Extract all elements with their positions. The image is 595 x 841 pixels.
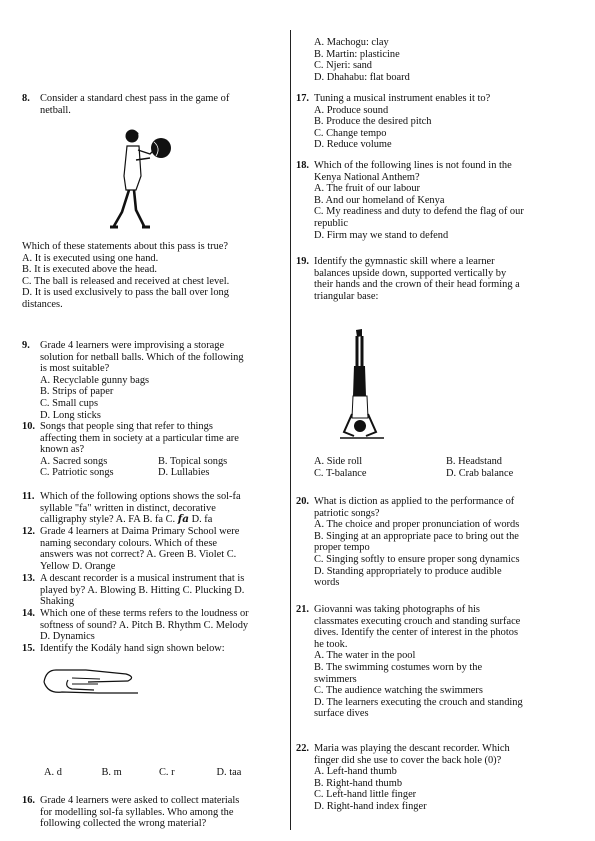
question-stem: Kenya National Anthem? bbox=[314, 171, 420, 183]
question-stem: syllable "fa" written in distinct, decorative bbox=[40, 502, 216, 514]
question-number: 18. bbox=[296, 160, 309, 171]
question-stem: for modelling sol-fa syllables. Who among the bbox=[40, 806, 234, 818]
option: B. The swimming costumes worn by the bbox=[314, 661, 483, 673]
question-19-options bbox=[296, 456, 562, 479]
option: A. Recyclable gunny bags bbox=[40, 374, 150, 386]
question-stem: triangular base: bbox=[314, 290, 379, 302]
question-20 bbox=[296, 496, 562, 589]
option: A. Machogu: clay bbox=[314, 37, 389, 48]
question-17 bbox=[296, 93, 562, 151]
question-19 bbox=[296, 256, 562, 302]
calligraphy-fa: fa bbox=[177, 513, 189, 526]
kodaly-hand-sign-illustration bbox=[42, 660, 142, 702]
question-number: 16. bbox=[22, 795, 35, 806]
question-stem: D. Dynamics bbox=[40, 631, 95, 643]
question-stem: following collected the wrong material? bbox=[40, 818, 207, 830]
option: C. Singing softly to ensure proper song dynamics bbox=[314, 553, 520, 565]
question-stem: Which of the following options shows the sol-fa bbox=[40, 491, 241, 502]
question-15-options bbox=[22, 767, 284, 779]
option: D. It is used exclusively to pass the ball over long bbox=[22, 287, 229, 299]
option: B. It is executed above the head. bbox=[22, 264, 158, 276]
option-row bbox=[40, 456, 284, 468]
question-16 bbox=[22, 795, 284, 830]
option: A. d bbox=[44, 767, 62, 778]
option: C. Patriotic songs bbox=[40, 467, 114, 479]
option: D. Reduce volume bbox=[314, 139, 392, 151]
question-stem: Grade 4 learners at Daima Primary School were bbox=[40, 526, 240, 537]
question-stem: softness of sound? A. Pitch B. Rhythm C. Melody bbox=[40, 619, 249, 631]
option: D. Long sticks bbox=[40, 409, 101, 421]
question-stem: answers was not correct? A. Green B. Violet C. bbox=[40, 549, 237, 561]
question-13 bbox=[22, 573, 284, 608]
question-9 bbox=[22, 340, 284, 421]
question-stem: solution for netball balls. Which of the following bbox=[40, 351, 244, 363]
option: A. Side roll bbox=[314, 456, 363, 467]
option: republic bbox=[314, 217, 349, 229]
question-stem: Giovanni was taking photographs of his bbox=[314, 604, 480, 615]
question-number: 12. bbox=[22, 526, 35, 537]
option: A. The fruit of our labour bbox=[314, 183, 420, 195]
question-stem: naming secondary colours. Which of these bbox=[40, 537, 217, 549]
question-followup: Which of these statements about this pass is true? bbox=[22, 241, 229, 252]
question-stem: finger did she use to cover the back hole (0)? bbox=[314, 754, 502, 766]
option: B. Martin: plasticine bbox=[314, 48, 400, 60]
question-stem: Tuning a musical instrument enables it to? bbox=[314, 93, 491, 104]
option: C. T-balance bbox=[314, 467, 367, 479]
option: D. Lullabies bbox=[158, 467, 210, 479]
option: B. Strips of paper bbox=[40, 386, 114, 398]
question-number: 8. bbox=[22, 93, 30, 104]
question-number: 19. bbox=[296, 256, 309, 267]
question-number: 14. bbox=[22, 608, 35, 619]
option: D. Firm may we stand to defend bbox=[314, 229, 449, 241]
option: A. Sacred songs bbox=[40, 455, 108, 467]
option: distances. bbox=[22, 298, 63, 310]
question-stem: Identify the Kodály hand sign shown below: bbox=[40, 643, 225, 654]
option: C. The audience watching the swimmers bbox=[314, 685, 483, 697]
question-number: 15. bbox=[22, 643, 35, 654]
question-stem: Which one of these terms refers to the loudness or bbox=[40, 608, 249, 619]
option: C. r bbox=[159, 767, 175, 778]
option-text: calligraphy style? A. FA B. fa C. bbox=[40, 514, 178, 526]
question-number: 10. bbox=[22, 421, 35, 432]
question-number: 22. bbox=[296, 743, 309, 754]
option: A. The water in the pool bbox=[314, 650, 416, 662]
option: surface dives bbox=[314, 708, 369, 720]
question-22 bbox=[296, 743, 562, 813]
option-text: D. fa bbox=[188, 514, 213, 526]
question-stem: classmates executing crouch and standing surface bbox=[314, 615, 521, 627]
column-divider bbox=[290, 30, 291, 830]
option-row bbox=[314, 456, 562, 468]
option: C. The ball is released and received at chest level. bbox=[22, 275, 230, 287]
question-8 bbox=[22, 93, 284, 116]
question-stem: their hands and the crown of their head forming a bbox=[314, 279, 520, 291]
question-stem: Shaking bbox=[40, 596, 75, 608]
question-stem: Songs that people sing that refer to things bbox=[40, 421, 213, 432]
option: D. taa bbox=[216, 767, 242, 778]
option-row bbox=[40, 467, 284, 479]
question-15 bbox=[22, 643, 284, 655]
question-21 bbox=[296, 604, 562, 720]
option: B. Right-hand thumb bbox=[314, 777, 403, 789]
question-8-options bbox=[22, 241, 284, 311]
option-row bbox=[44, 767, 274, 779]
option: B. Topical songs bbox=[158, 455, 228, 467]
question-stem: Grade 4 learners were improvising a storage bbox=[40, 340, 225, 351]
question-stem: patriotic songs? bbox=[314, 507, 380, 519]
question-stem: affecting them in society at a particular time are bbox=[40, 432, 239, 444]
option: C. My readiness and duty to defend the flag of our bbox=[314, 206, 524, 218]
question-12 bbox=[22, 526, 284, 572]
question-number: 21. bbox=[296, 604, 309, 615]
question-number: 13. bbox=[22, 573, 35, 584]
option: D. Dhahabu: flat board bbox=[314, 71, 410, 83]
option: A. It is executed using one hand. bbox=[22, 252, 159, 264]
option: C. Small cups bbox=[40, 397, 99, 409]
option: B. Produce the desired pitch bbox=[314, 116, 432, 128]
question-number: 11. bbox=[22, 491, 35, 502]
option: C. Change tempo bbox=[314, 127, 387, 139]
question-stem: Grade 4 learners were asked to collect materials bbox=[40, 795, 240, 806]
question-18 bbox=[296, 160, 562, 241]
question-stem: Which of the following lines is not found in the bbox=[314, 160, 512, 171]
question-stem: netball. bbox=[40, 104, 71, 116]
question-stem: known as? bbox=[40, 444, 85, 456]
option: A. Left-hand thumb bbox=[314, 766, 397, 778]
question-stem: is most suitable? bbox=[40, 363, 110, 375]
option: D. Right-hand index finger bbox=[314, 800, 427, 812]
option-row bbox=[314, 468, 562, 480]
option: C. Njeri: sand bbox=[314, 60, 373, 72]
question-stem: played by? A. Blowing B. Hitting C. Plucking D. bbox=[40, 584, 245, 596]
question-stem: Yellow D. Orange bbox=[40, 560, 116, 572]
option: swimmers bbox=[314, 673, 357, 685]
question-stem: Maria was playing the descant recorder. Which bbox=[314, 743, 510, 754]
question-stem: Consider a standard chest pass in the game of bbox=[40, 93, 230, 104]
option: C. Left-hand little finger bbox=[314, 789, 417, 801]
option: A. Produce sound bbox=[314, 104, 389, 116]
option: A. The choice and proper pronunciation of words bbox=[314, 519, 520, 531]
question-stem: he took. bbox=[314, 638, 348, 650]
option: words bbox=[314, 577, 340, 589]
option: B. Singing at an appropriate pace to bring out the bbox=[314, 530, 519, 542]
question-14 bbox=[22, 608, 284, 643]
question-stem: What is diction as applied to the performance of bbox=[314, 496, 515, 507]
option: D. The learners executing the crouch and standing bbox=[314, 696, 523, 708]
question-10 bbox=[22, 421, 284, 479]
question-stem: Identify the gymnastic skill where a learner bbox=[314, 256, 495, 267]
question-number: 20. bbox=[296, 496, 309, 507]
option: D. Standing appropriately to produce audible bbox=[314, 565, 502, 577]
option: B. And our homeland of Kenya bbox=[314, 194, 445, 206]
option: B. m bbox=[101, 767, 122, 778]
headstand-illustration bbox=[338, 326, 388, 446]
question-stem: balances upside down, supported vertically by bbox=[314, 267, 507, 279]
option: D. Crab balance bbox=[446, 467, 514, 479]
question-number: 17. bbox=[296, 93, 309, 104]
question-11 bbox=[22, 491, 284, 526]
question-stem bbox=[40, 514, 284, 526]
option: B. Headstand bbox=[446, 456, 502, 467]
question-16-options bbox=[296, 37, 562, 83]
question-stem: A descant recorder is a musical instrument that is bbox=[40, 573, 245, 584]
question-stem: dives. Identify the center of interest in the photos bbox=[314, 627, 519, 639]
question-number: 9. bbox=[22, 340, 30, 351]
chest-pass-illustration bbox=[106, 126, 178, 234]
option: proper tempo bbox=[314, 542, 370, 554]
